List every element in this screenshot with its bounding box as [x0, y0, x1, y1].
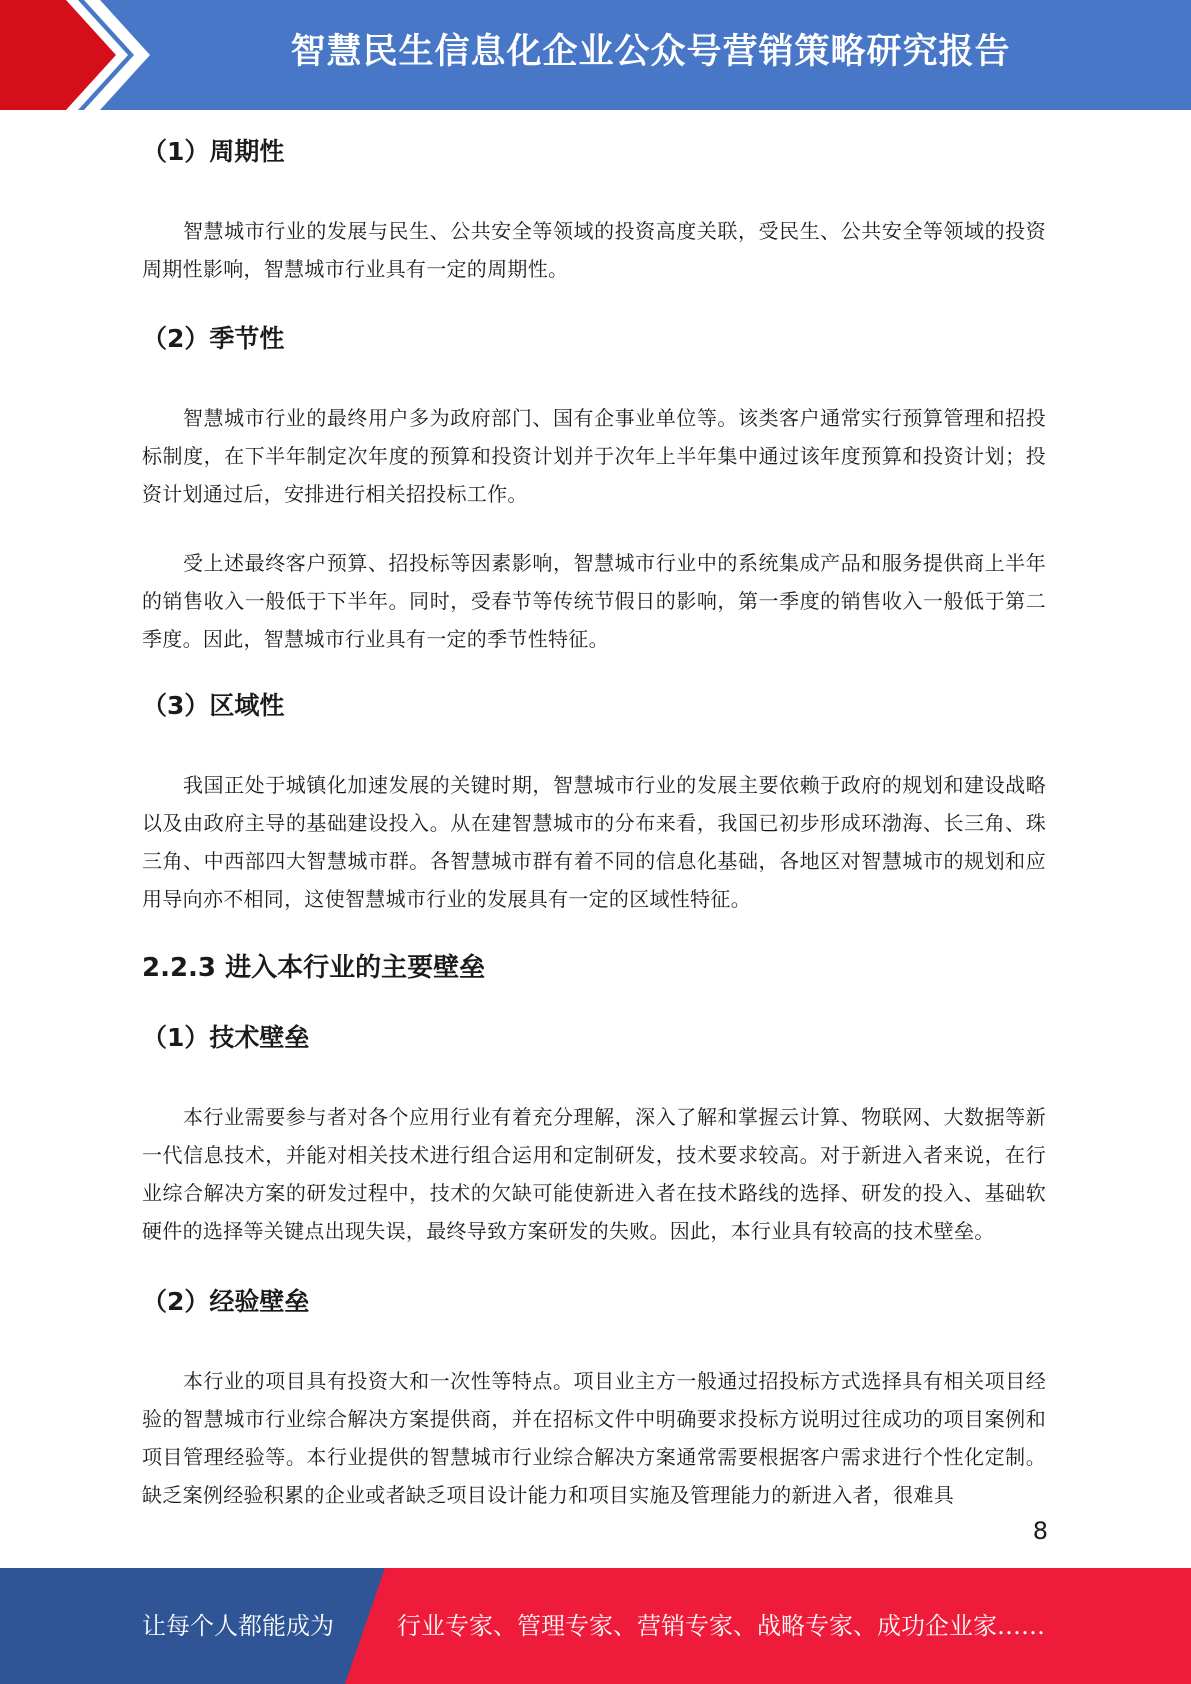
header-chevron-decoration — [0, 0, 160, 110]
page-content — [142, 110, 1046, 1514]
heading-experience-barrier: （2）经验壁垒 — [142, 1287, 310, 1316]
report-title: 智慧民生信息化企业公众号营销策略研究报告 — [290, 32, 1011, 72]
section-heading-barriers: 2.2.3 进入本行业的主要壁垒 — [142, 953, 486, 983]
heading-technical-barrier: （1）技术壁垒 — [142, 1023, 310, 1052]
footer-slogan-right: 行业专家、管理专家、营销专家、战略专家、成功企业家…… — [397, 1612, 1045, 1640]
heading-regionality: （3）区域性 — [142, 691, 285, 720]
paragraph: 我国正处于城镇化加速发展的关键时期，智慧城市行业的发展主要依赖于政府的规划和建设战略以及由政府主导的基础建设投入。从在建智慧城市的分布来看，我国已初步形成环渤海、长三角、珠三角、中西部四大智慧城市群。各智慧城市群有着不同的信息化基础，各地区对智慧城市的规划和应用导向亦不相同，这使智慧城市行业的发展具有一定的区域性特征。 — [142, 773, 1046, 911]
paragraph: 智慧城市行业的发展与民生、公共安全等领域的投资高度关联，受民生、公共安全等领域的投资周期性影响，智慧城市行业具有一定的周期性。 — [142, 219, 1046, 281]
paragraph: 本行业需要参与者对各个应用行业有着充分理解，深入了解和掌握云计算、物联网、大数据等新一代信息技术，并能对相关技术进行组合运用和定制研发，技术要求较高。对于新进入者来说，在行业综合解决方案的研发过程中，技术的欠缺可能使新进入者在技术路线的选择、研发的投入、基础软硬件的选择等关键点出现失误，最终导致方案研发的失败。因此，本行业具有较高的技术壁垒。 — [142, 1105, 1046, 1243]
footer-banner — [0, 1568, 1191, 1684]
paragraph: 本行业的项目具有投资大和一次性等特点。项目业主方一般通过招投标方式选择具有相关项目经验的智慧城市行业综合解决方案提供商，并在招标文件中明确要求投标方说明过往成功的项目案例和项目管理经验等。本行业提供的智慧城市行业综合解决方案通常需要根据客户需求进行个性化定制。缺乏案例经验积累的企业或者缺乏项目设计能力和项目实施及管理能力的新进入者，很难具 — [142, 1369, 1046, 1507]
header-banner — [0, 0, 1191, 110]
footer-slogan-left: 让每个人都能成为 — [142, 1612, 334, 1640]
page-number: 8 — [1032, 1517, 1048, 1545]
paragraph: 智慧城市行业的最终用户多为政府部门、国有企事业单位等。该类客户通常实行预算管理和招投标制度，在下半年制定次年度的预算和投资计划并于次年上半年集中通过该年度预算和投资计划；投资计划通过后，安排进行相关招投标工作。 — [142, 406, 1046, 506]
heading-cyclicality: （1）周期性 — [142, 137, 285, 166]
heading-seasonality: （2）季节性 — [142, 324, 285, 353]
paragraph: 受上述最终客户预算、招投标等因素影响，智慧城市行业中的系统集成产品和服务提供商上半年的销售收入一般低于下半年。同时，受春节等传统节假日的影响，第一季度的销售收入一般低于第二季度。因此，智慧城市行业具有一定的季节性特征。 — [142, 551, 1046, 651]
